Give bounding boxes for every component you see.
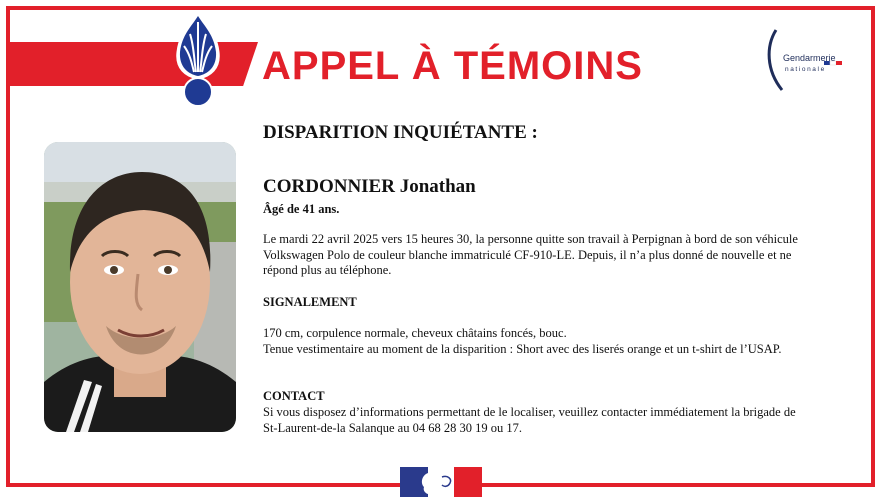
- signalement-details: [263, 326, 808, 357]
- logo-subtitle: nationale: [785, 66, 826, 73]
- signalement-line-2: Tenue vestimentaire au moment de la disparition : Short avec des liserés orange et un t-shirt de l’USAP.: [263, 341, 782, 356]
- marianne-flag-icon: [400, 467, 482, 497]
- grenade-emblem-icon: [170, 12, 226, 110]
- logo-name: Gendarmerie: [783, 53, 836, 63]
- signalement-heading: SIGNALEMENT: [263, 295, 357, 309]
- person-age: Âgé de 41 ans.: [263, 202, 340, 216]
- contact-heading: CONTACT: [263, 389, 325, 403]
- page-title: APPEL À TÉMOINS: [262, 44, 643, 88]
- disappearance-description: Le mardi 22 avril 2025 vers 15 heures 30, la personne quitte son travail à Perpignan à bord de son véhicule Volkswagen Polo de couleur blanche immatriculé CF-910-LE. Depuis, il n’a plus donné de nouvelle et ne répond plus au téléphone.: [263, 232, 798, 277]
- missing-person-photo: [44, 142, 236, 432]
- notice-heading: DISPARITION INQUIÉTANTE :: [263, 122, 538, 143]
- contact-text: Si vous disposez d’informations permettant de le localiser, veuillez contacter immédiatement la brigade de St-Laurent-de-la Salanque au 04 68 28 30 19 ou 17.: [263, 405, 796, 435]
- signalement-line-1: 170 cm, corpulence normale, cheveux châtains foncés, bouc.: [263, 326, 567, 340]
- person-name: CORDONNIER Jonathan: [263, 176, 476, 197]
